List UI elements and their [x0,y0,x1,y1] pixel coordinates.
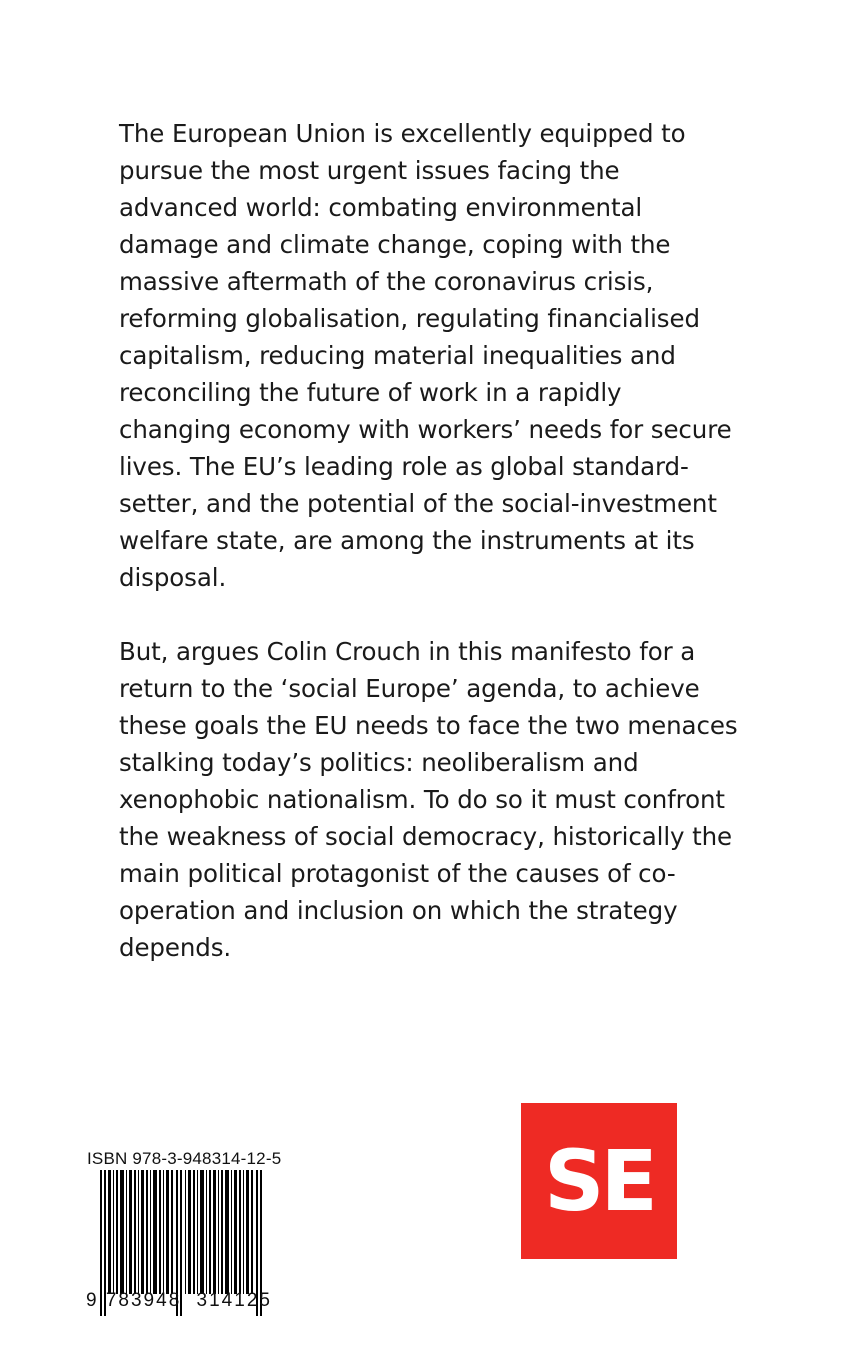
blurb-paragraph-2: But, argues Colin Crouch in this manifesto for a return to the ‘social Europe’ agenda, to achieve these goals the EU needs to face the two menaces stalking today’s politics: neoliberalism and xenophobic nationalism. To do so it must confront the weakness of social democracy, historically the main political protagonist of the causes of co-operation and inclusion on which the strategy depends. [119,637,738,962]
isbn-label: ISBN 978-3-948314-12-5 [87,1149,282,1168]
publisher-logo [521,1103,677,1259]
blurb-paragraph-1: The European Union is excellently equipped to pursue the most urgent issues facing the advanced world: combating environmental damage and climate change, coping with the massive aftermath of the coronavirus crisis, reforming globalisation, regulating financialised capitalism, reducing material inequalities and reconciling the future of work in a rapidly changing economy with workers’ needs for secure lives. The EU’s leading role as global standard-setter, and the potential of the social-investment welfare state, are among the instruments at its disposal. [119,119,732,592]
barcode-group-1: 783948 [105,1290,182,1311]
back-cover-blurb [119,115,739,966]
barcode-group-2: 314125 [196,1290,272,1311]
barcode-lead-digit: 9 [86,1290,97,1311]
barcode-digits [86,1290,272,1312]
publisher-logo-text: SE [544,1132,654,1230]
